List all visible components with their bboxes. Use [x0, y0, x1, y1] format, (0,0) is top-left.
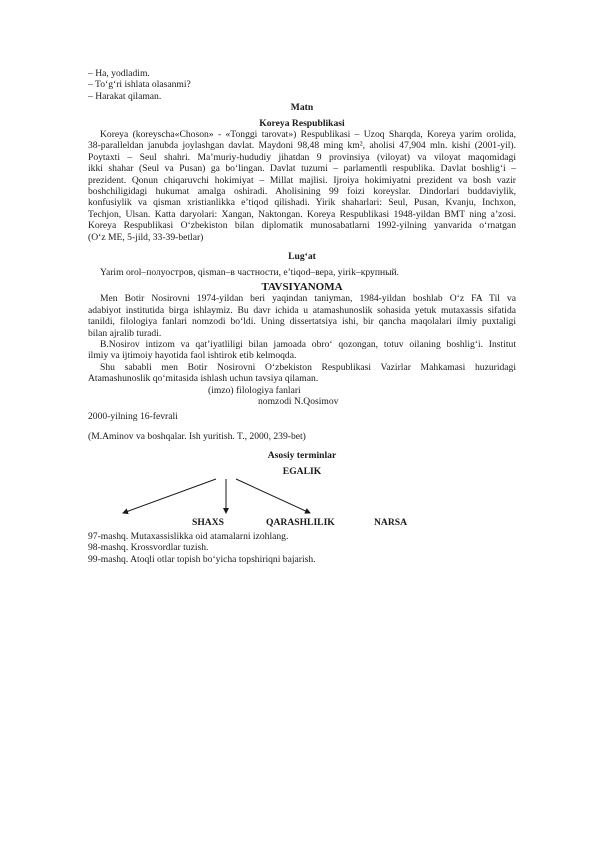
tavsiyanoma-line: adabiyot institutida birga ishlaymiz. Bu davr ichida u atamashunoslik sohasida yetuk mutaxassis sifatida [88, 304, 516, 316]
tavsiyanoma-title: TAVSIYANOMA [261, 280, 343, 293]
article-line: boshchiligidagi hukumat amalga oshiradi. Aholisining 99 foizi koreyslar. Dindorlari buddaviylik, [88, 186, 516, 198]
term-shaxs: SHAXS [192, 517, 224, 528]
article-line: 38-paralleldan janubda joylashgan davlat. Maydoni 98,48 ming km², aholisi 47,904 mln. kishi (2001-yil). [88, 140, 516, 152]
tavsiyanoma-line: bilan ajralib turadi. [88, 327, 162, 339]
term-qarashlilik: QARASHLILIK [266, 517, 335, 528]
tavsiyanoma-line: Atamashunoslik qo‘mitasida ishlash uchun tavsiya qilaman. [88, 373, 319, 385]
letter-date: 2000-yilning 16-fevrali [88, 411, 178, 423]
tavsiyanoma-line: ilmiy va ijtimoiy hayotida faol ishtirok etib kelmoqda. [88, 350, 297, 362]
article-line: konfusiylik va qisman xristianlikka e’tiqod qilishadi. Yirik shaharlari: Seul, Pusan, Kvanju, Inchxon, [88, 197, 516, 209]
article-line: Techjon, Ulsan. Katta daryolari: Xangan, Naktongan. Koreya Respublikasi 1948-yildan BMT ning a’zosi. [88, 208, 516, 220]
article-line: Koreya Respublikasi O‘zbekiston bilan diplomatik munosabatlarni 1992-yilning yanvarida o‘rnatgan [88, 220, 516, 232]
exercise-item: 97-mashq. Mutaxassislikka oid atamalarni izohlang. [88, 531, 289, 542]
article-title: Koreya Respublikasi [259, 117, 345, 129]
dialog-line: – To‘g‘ri ishlata olasanmi? [88, 79, 191, 91]
article-line: prezident. Qonun chiqaruvchi hokimiyat – Millat majlisi. Ijroiya hokimiyatni prezident va bosh vazir [88, 174, 516, 186]
signature-line: (imzo) filologiya fanlari [208, 384, 301, 396]
exercise-item: 99-mashq. Atoqli otlar topish bo‘yicha topshiriqni bajarish. [88, 553, 316, 565]
dialog-line: – Harakat qilaman. [88, 90, 162, 102]
document-page [88, 68, 516, 565]
term-children [88, 517, 516, 531]
arrow-to-shaxs [123, 479, 216, 513]
source-citation: (M.Aminov va boshqalar. Ish yuritish. T., 2000, 239-bet) [88, 430, 306, 442]
arrow-to-qarashlilik [236, 479, 310, 513]
exercise-item: 98-mashq. Krossvordlar tuzish. [88, 542, 209, 554]
article-line: ikki shahar (Seul va Pusan) ga bo‘lingan. Davlat tuzumi – parlamentli respublika. Davlat boshlig‘i – [88, 163, 516, 175]
term-narsa: NARSA [374, 517, 408, 528]
tavsiyanoma-line: Men Botir Nosirovni 1974-yildan beri yaqindan taniyman, 1984-yildan boshlab O‘z FA Til va [100, 293, 516, 305]
tavsiyanoma-line: B.Nosirov intizom va qat’iyatliligi bilan jamoada obro‘ qozongan, totuv oilaning boshlig‘i. Institut [100, 338, 516, 350]
matn-heading: Matn [290, 102, 314, 114]
lugat-text: Yarim orol–полуостров, qisman–в частности, e’tiqod–вера, yirik–крупный. [100, 266, 400, 278]
signature-name: nomzodi N.Qosimov [258, 395, 339, 407]
tavsiyanoma-line: Shu sababli men Botir Nosirovni O‘zbekiston Respublikasi Vazirlar Mahkamasi huzuridagi [100, 361, 516, 373]
term-tree-diagram [88, 477, 516, 517]
egalik-root-term: EGALIK [282, 465, 322, 477]
tree-arrows [88, 477, 516, 517]
tavsiyanoma-line: tanildi, filologiya fanlari nomzodi bo‘ldi. Uning dissertatsiya ishi, bir qancha maqolalari ilmiy puxtaligi [88, 316, 516, 328]
dialog-line: – Ha, yodladim. [88, 68, 150, 79]
lugat-title: Lug‘at [288, 251, 316, 263]
article-line: Poytaxti – Seul shahri. Ma’muriy-hududiy jihatdan 9 provinsiya (viloyat) va viloyat maqomidagi [88, 151, 516, 163]
article-line: (O‘z ME, 5-jild, 33-39-betlar) [88, 231, 204, 243]
asosiy-terminlar-title: Asosiy terminlar [267, 450, 337, 462]
article-line: Koreya (koreyscha«Choson» - «Tonggi tarovat») Respublikasi – Uzoq Sharqda, Koreya yarim orolida, [100, 129, 516, 141]
